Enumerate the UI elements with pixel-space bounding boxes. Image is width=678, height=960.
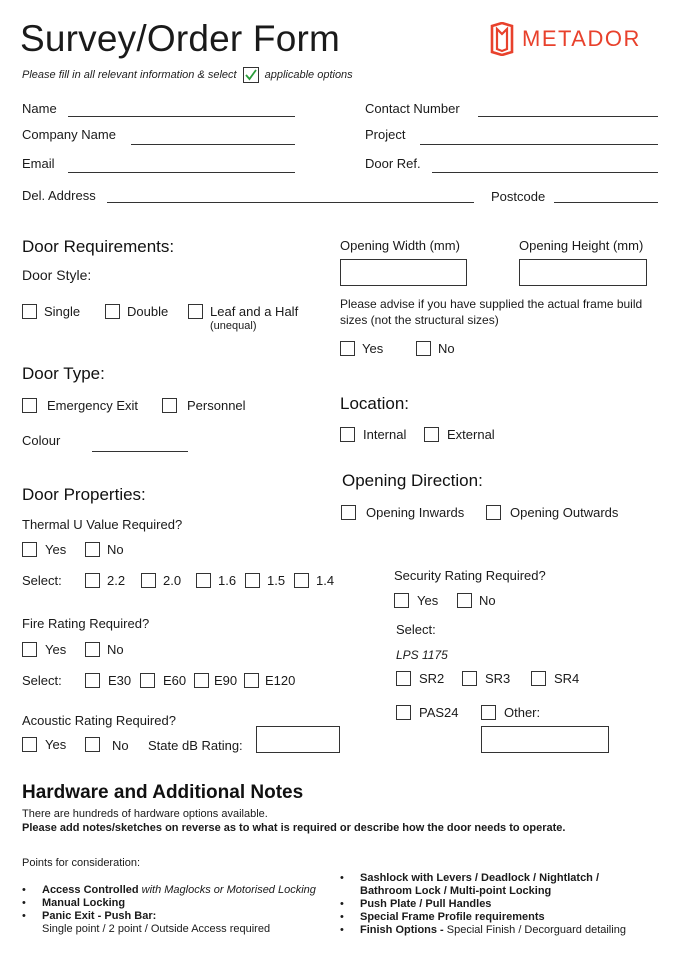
fire-option-checkbox[interactable] — [140, 673, 155, 688]
list-item: • Sashlock with Levers / Deadlock / Nightlatch / Bathroom Lock / Multi-point Locking — [340, 872, 660, 898]
db-rating-input[interactable] — [256, 726, 340, 753]
brand-name: METADOR — [522, 26, 641, 51]
fire-no-checkbox[interactable] — [85, 642, 100, 657]
sr3-checkbox[interactable] — [462, 671, 477, 686]
frame-no-label: No — [438, 341, 455, 356]
fire-option-checkbox[interactable] — [244, 673, 259, 688]
single-checkbox[interactable] — [22, 304, 37, 319]
sr4-label: SR4 — [554, 671, 580, 686]
opening-direction-heading: Opening Direction: — [342, 471, 483, 490]
list-item: • Push Plate / Pull Handles — [340, 898, 660, 911]
colour-label: Colour — [22, 433, 61, 448]
door-requirements-heading: Door Requirements: — [22, 237, 175, 256]
check-icon — [243, 67, 259, 83]
fire-option-label: E60 — [163, 673, 187, 688]
thermal-no-checkbox[interactable] — [85, 542, 100, 557]
instructions — [22, 67, 353, 83]
points-left-list — [22, 884, 332, 936]
security-yes-checkbox[interactable] — [394, 593, 409, 608]
db-rating-label: State dB Rating: — [148, 738, 243, 753]
hardware-note-2: Please add notes/sketches on reverse as to what is required or describe how the door needs to operate. — [22, 822, 566, 834]
fire-question: Fire Rating Required? — [22, 616, 150, 631]
double-label: Double — [127, 304, 169, 319]
list-item: • Manual Locking — [22, 897, 332, 910]
fire-select-label: Select: — [22, 673, 62, 688]
opening-height-input[interactable] — [519, 259, 647, 286]
lps-label: LPS 1175 — [396, 648, 448, 662]
fire-option-label: E30 — [108, 673, 132, 688]
thermal-no-label: No — [107, 542, 124, 557]
points-right-list — [340, 872, 660, 937]
name-field[interactable] — [68, 115, 295, 117]
door-type-heading: Door Type: — [22, 364, 105, 383]
email-label: Email — [22, 156, 55, 171]
postcode-label: Postcode — [491, 189, 546, 204]
contact-number-label: Contact Number — [365, 101, 460, 116]
thermal-option-checkbox[interactable] — [245, 573, 260, 588]
security-question: Security Rating Required? — [394, 568, 546, 583]
metador-logo-icon — [490, 22, 514, 56]
email-field[interactable] — [68, 171, 295, 173]
personnel-checkbox[interactable] — [162, 398, 177, 413]
other-input[interactable] — [481, 726, 609, 753]
emergency-exit-label: Emergency Exit — [47, 398, 139, 413]
other-checkbox[interactable] — [481, 705, 496, 720]
project-field[interactable] — [420, 143, 658, 145]
instruction-text: Please fill in all relevant information & select — [22, 69, 237, 81]
address-field[interactable] — [107, 201, 474, 203]
company-field[interactable] — [131, 143, 295, 145]
acoustic-question: Acoustic Rating Required? — [22, 713, 176, 728]
door-ref-label: Door Ref. — [365, 156, 421, 171]
thermal-option-checkbox[interactable] — [196, 573, 211, 588]
thermal-option-label: 2.2 — [107, 573, 126, 588]
pas24-checkbox[interactable] — [396, 705, 411, 720]
pas24-label: PAS24 — [419, 705, 459, 720]
frame-yes-checkbox[interactable] — [340, 341, 355, 356]
thermal-option-label: 1.4 — [316, 573, 335, 588]
inwards-checkbox[interactable] — [341, 505, 356, 520]
security-no-label: No — [479, 593, 496, 608]
sr2-label: SR2 — [419, 671, 445, 686]
external-checkbox[interactable] — [424, 427, 439, 442]
external-label: External — [447, 427, 495, 442]
thermal-option-checkbox[interactable] — [85, 573, 100, 588]
acoustic-yes-label: Yes — [45, 737, 67, 752]
brand-logo — [490, 22, 641, 56]
fire-option-label: E120 — [265, 673, 296, 688]
door-properties-heading: Door Properties: — [22, 485, 146, 504]
fire-option-checkbox[interactable] — [194, 673, 209, 688]
thermal-option-checkbox[interactable] — [141, 573, 156, 588]
address-label: Del. Address — [22, 188, 96, 203]
door-style-label: Door Style: — [22, 267, 92, 283]
inwards-label: Opening Inwards — [366, 505, 465, 520]
opening-width-label: Opening Width (mm) — [340, 238, 460, 253]
leaf-and-half-checkbox[interactable] — [188, 304, 203, 319]
fire-option-label: E90 — [214, 673, 238, 688]
thermal-option-label: 1.5 — [267, 573, 286, 588]
thermal-option-label: 1.6 — [218, 573, 237, 588]
leaf-and-half-sub: (unequal) — [210, 320, 257, 332]
points-title: Points for consideration: — [22, 857, 141, 869]
double-checkbox[interactable] — [105, 304, 120, 319]
contact-number-field[interactable] — [478, 115, 658, 117]
other-label: Other: — [504, 705, 541, 720]
colour-field[interactable] — [92, 450, 188, 452]
security-no-checkbox[interactable] — [457, 593, 472, 608]
outwards-label: Opening Outwards — [510, 505, 619, 520]
sr4-checkbox[interactable] — [531, 671, 546, 686]
list-item: • Panic Exit - Push Bar: Single point / 2 point / Outside Access required — [22, 910, 332, 936]
sr2-checkbox[interactable] — [396, 671, 411, 686]
page-title: Survey/Order Form — [20, 18, 341, 59]
fire-no-label: No — [107, 642, 124, 657]
fire-yes-label: Yes — [45, 642, 67, 657]
frame-no-checkbox[interactable] — [416, 341, 431, 356]
thermal-question: Thermal U Value Required? — [22, 517, 183, 532]
frame-yes-label: Yes — [362, 341, 384, 356]
acoustic-no-checkbox[interactable] — [85, 737, 100, 752]
opening-height-label: Opening Height (mm) — [519, 238, 644, 253]
hardware-note-1: There are hundreds of hardware options available. — [22, 808, 268, 820]
security-yes-label: Yes — [417, 593, 439, 608]
door-ref-field[interactable] — [432, 171, 658, 173]
location-heading: Location: — [340, 394, 409, 413]
hardware-heading: Hardware and Additional Notes — [22, 782, 304, 803]
acoustic-yes-checkbox[interactable] — [22, 737, 37, 752]
leaf-and-half-label: Leaf and a Half — [210, 304, 299, 319]
single-label: Single — [44, 304, 81, 319]
thermal-option-checkbox[interactable] — [294, 573, 309, 588]
internal-checkbox[interactable] — [340, 427, 355, 442]
postcode-field[interactable] — [554, 201, 658, 203]
outwards-checkbox[interactable] — [486, 505, 501, 520]
thermal-select-label: Select: — [22, 573, 62, 588]
personnel-label: Personnel — [187, 398, 246, 413]
thermal-yes-label: Yes — [45, 542, 67, 557]
frame-sizes-question: Please advise if you have supplied the actual frame build sizes (not the structural sizes) — [340, 297, 643, 327]
sr3-label: SR3 — [485, 671, 511, 686]
fire-option-checkbox[interactable] — [85, 673, 100, 688]
instruction-text-end: applicable options — [264, 69, 353, 81]
opening-width-input[interactable] — [340, 259, 467, 286]
list-item: • Access Controlled with Maglocks or Motorised Locking — [22, 884, 332, 897]
acoustic-no-label: No — [112, 738, 129, 753]
project-label: Project — [365, 127, 406, 142]
security-select-label: Select: — [396, 622, 436, 637]
list-item: • Special Frame Profile requirements — [340, 911, 660, 924]
company-label: Company Name — [22, 127, 116, 142]
list-item: • Finish Options - Special Finish / Decorguard detailing — [340, 924, 660, 937]
thermal-yes-checkbox[interactable] — [22, 542, 37, 557]
name-label: Name — [22, 101, 57, 116]
thermal-option-label: 2.0 — [163, 573, 182, 588]
internal-label: Internal — [363, 427, 407, 442]
emergency-exit-checkbox[interactable] — [22, 398, 37, 413]
fire-yes-checkbox[interactable] — [22, 642, 37, 657]
